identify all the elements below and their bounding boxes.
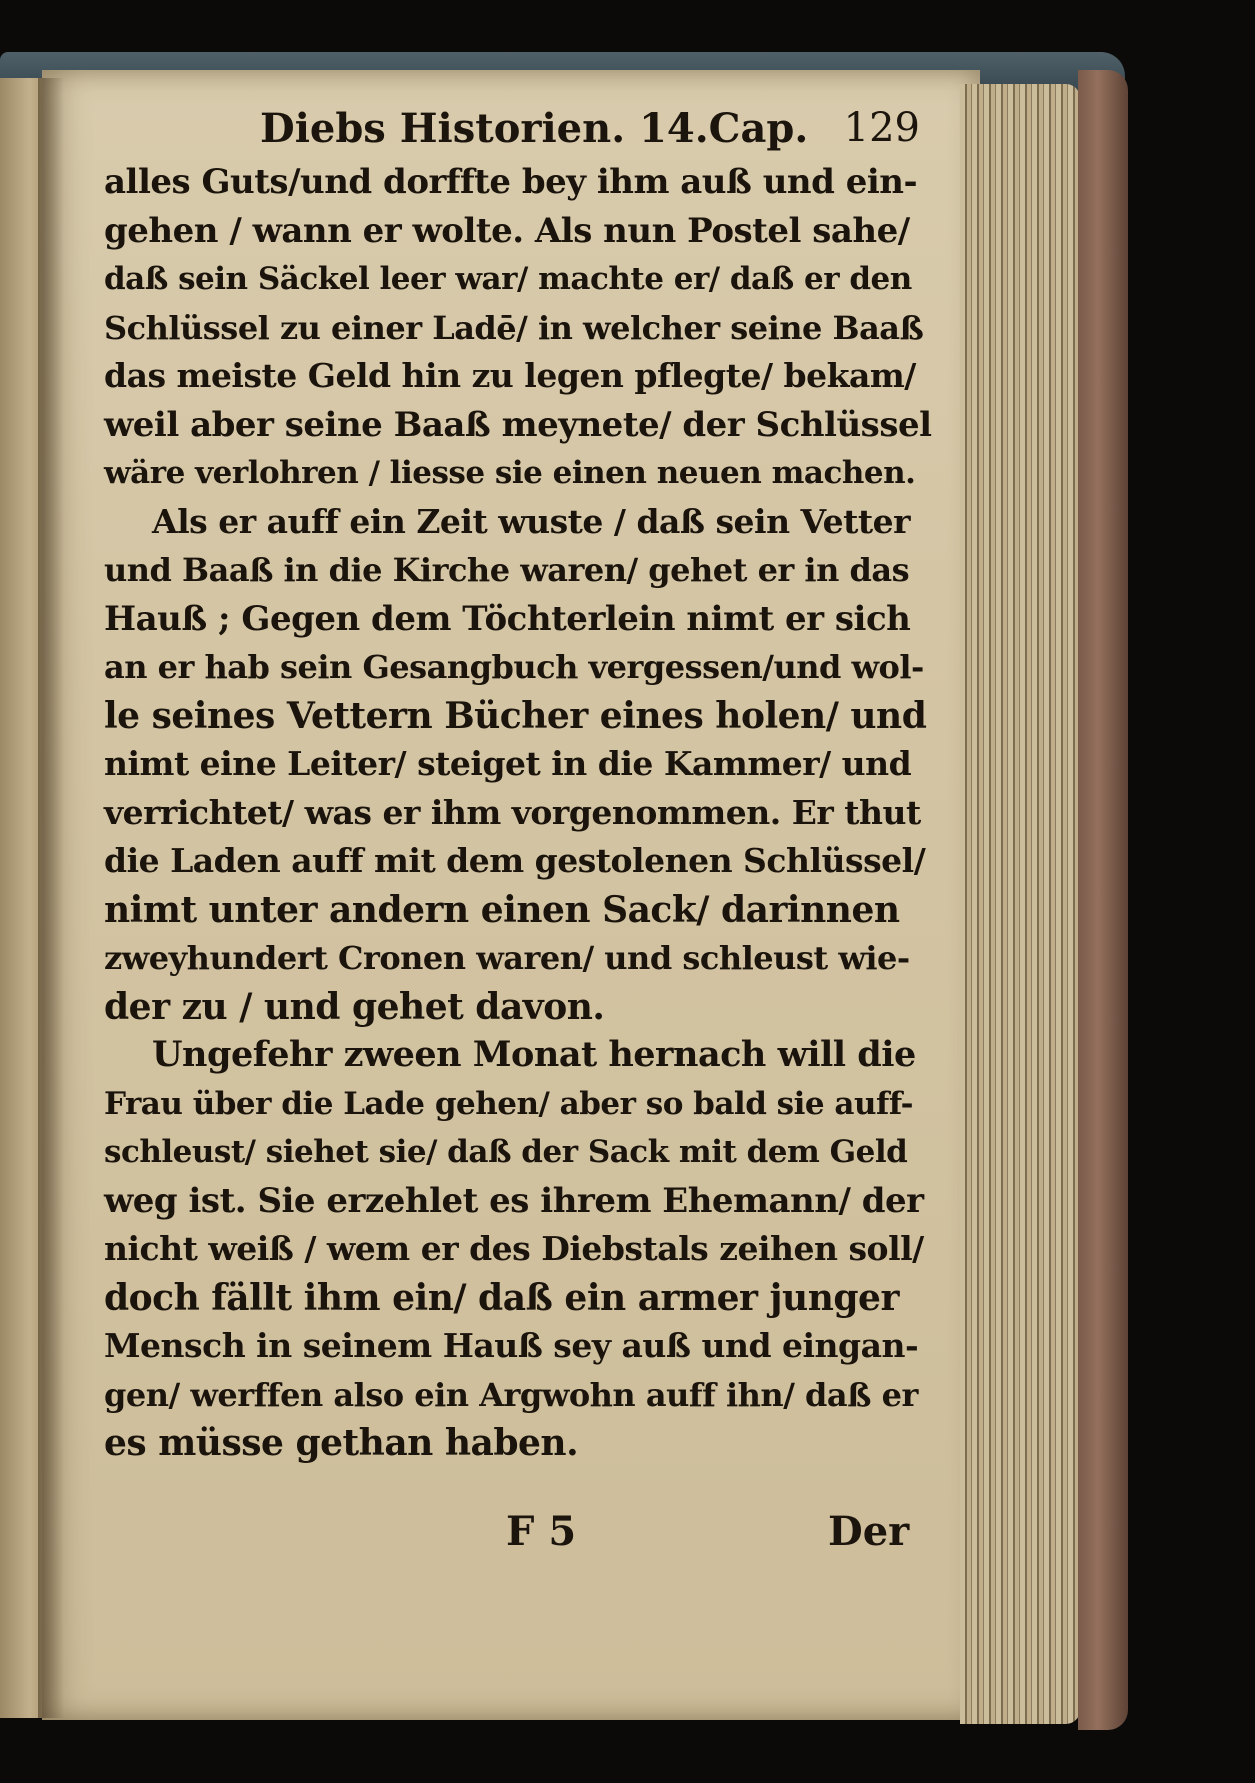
text-line: das meiste Geld hin zu legen pflegte/ bekam/ — [104, 356, 916, 395]
text-line: weg ist. Sie erzehlet es ihrem Ehemann/ der — [104, 1180, 924, 1221]
running-head-title: Diebs Historien. 14.Cap. — [260, 105, 809, 152]
text-line: zweyhundert Cronen waren/ und schleust wie- — [104, 939, 910, 977]
text-line: Frau über die Lade gehen/ aber so bald sie auff- — [104, 1085, 913, 1122]
catchword: Der — [828, 1508, 910, 1555]
text-line: gehen / wann er wolte. Als nun Postel sahe/ — [104, 210, 910, 251]
text-line: Mensch in seinem Hauß sey auß und eingan- — [104, 1326, 919, 1365]
text-line: es müsse gethan haben. — [104, 1422, 579, 1464]
text-line: Als er auff ein Zeit wuste / daß sein Vetter — [152, 501, 910, 541]
text-line: le seines Vettern Bücher eines holen/ und — [104, 694, 927, 737]
text-line: nicht weiß / wem er des Diebstals zeihen soll/ — [104, 1229, 924, 1268]
text-line: nimt eine Leiter/ steiget in die Kammer/ und — [104, 744, 912, 783]
text-line: verrichtet/ was er ihm vorgenommen. Er thut — [104, 792, 921, 832]
facing-page-edge — [0, 78, 43, 1718]
signature-mark: F 5 — [506, 1508, 577, 1555]
text-line: Hauß ; Gegen dem Töchterlein nimt er sich — [104, 598, 911, 639]
text-line: schleust/ siehet sie/ daß der Sack mit dem Geld — [104, 1134, 908, 1170]
text-line: daß sein Säckel leer war/ machte er/ daß er den — [104, 261, 912, 297]
text-line: Schlüssel zu einer Ladē/ in welcher seine Baaß — [104, 308, 924, 347]
text-line: und Baaß in die Kirche waren/ gehet er in das — [104, 551, 910, 589]
text-line: alles Guts/und dorffte bey ihm auß und ein- — [104, 162, 918, 202]
text-line: Ungefehr zween Monat hernach will die — [152, 1034, 916, 1075]
page-number: 129 — [843, 105, 920, 151]
text-line: weil aber seine Baaß meynete/ der Schlüssel — [104, 404, 932, 445]
text-line: wäre verlohren / liesse sie einen neuen machen. — [104, 455, 916, 491]
text-line: an er hab sein Gesangbuch vergessen/und wol- — [104, 648, 924, 686]
page-block-edges — [960, 84, 1080, 1724]
body-text — [104, 158, 932, 1468]
book-cover-edge — [1078, 70, 1128, 1730]
text-line: nimt unter andern einen Sack/ darinnen — [104, 888, 900, 931]
page-gutter-shadow — [38, 78, 64, 1718]
text-line: doch fällt ihm ein/ daß ein armer junger — [104, 1276, 899, 1319]
text-line: gen/ werffen also ein Argwohn auff ihn/ daß er — [104, 1375, 918, 1414]
text-line: der zu / und gehet davon. — [104, 985, 605, 1028]
running-head — [260, 105, 920, 155]
text-line: die Laden auff mit dem gestolenen Schlüssel/ — [104, 841, 926, 880]
